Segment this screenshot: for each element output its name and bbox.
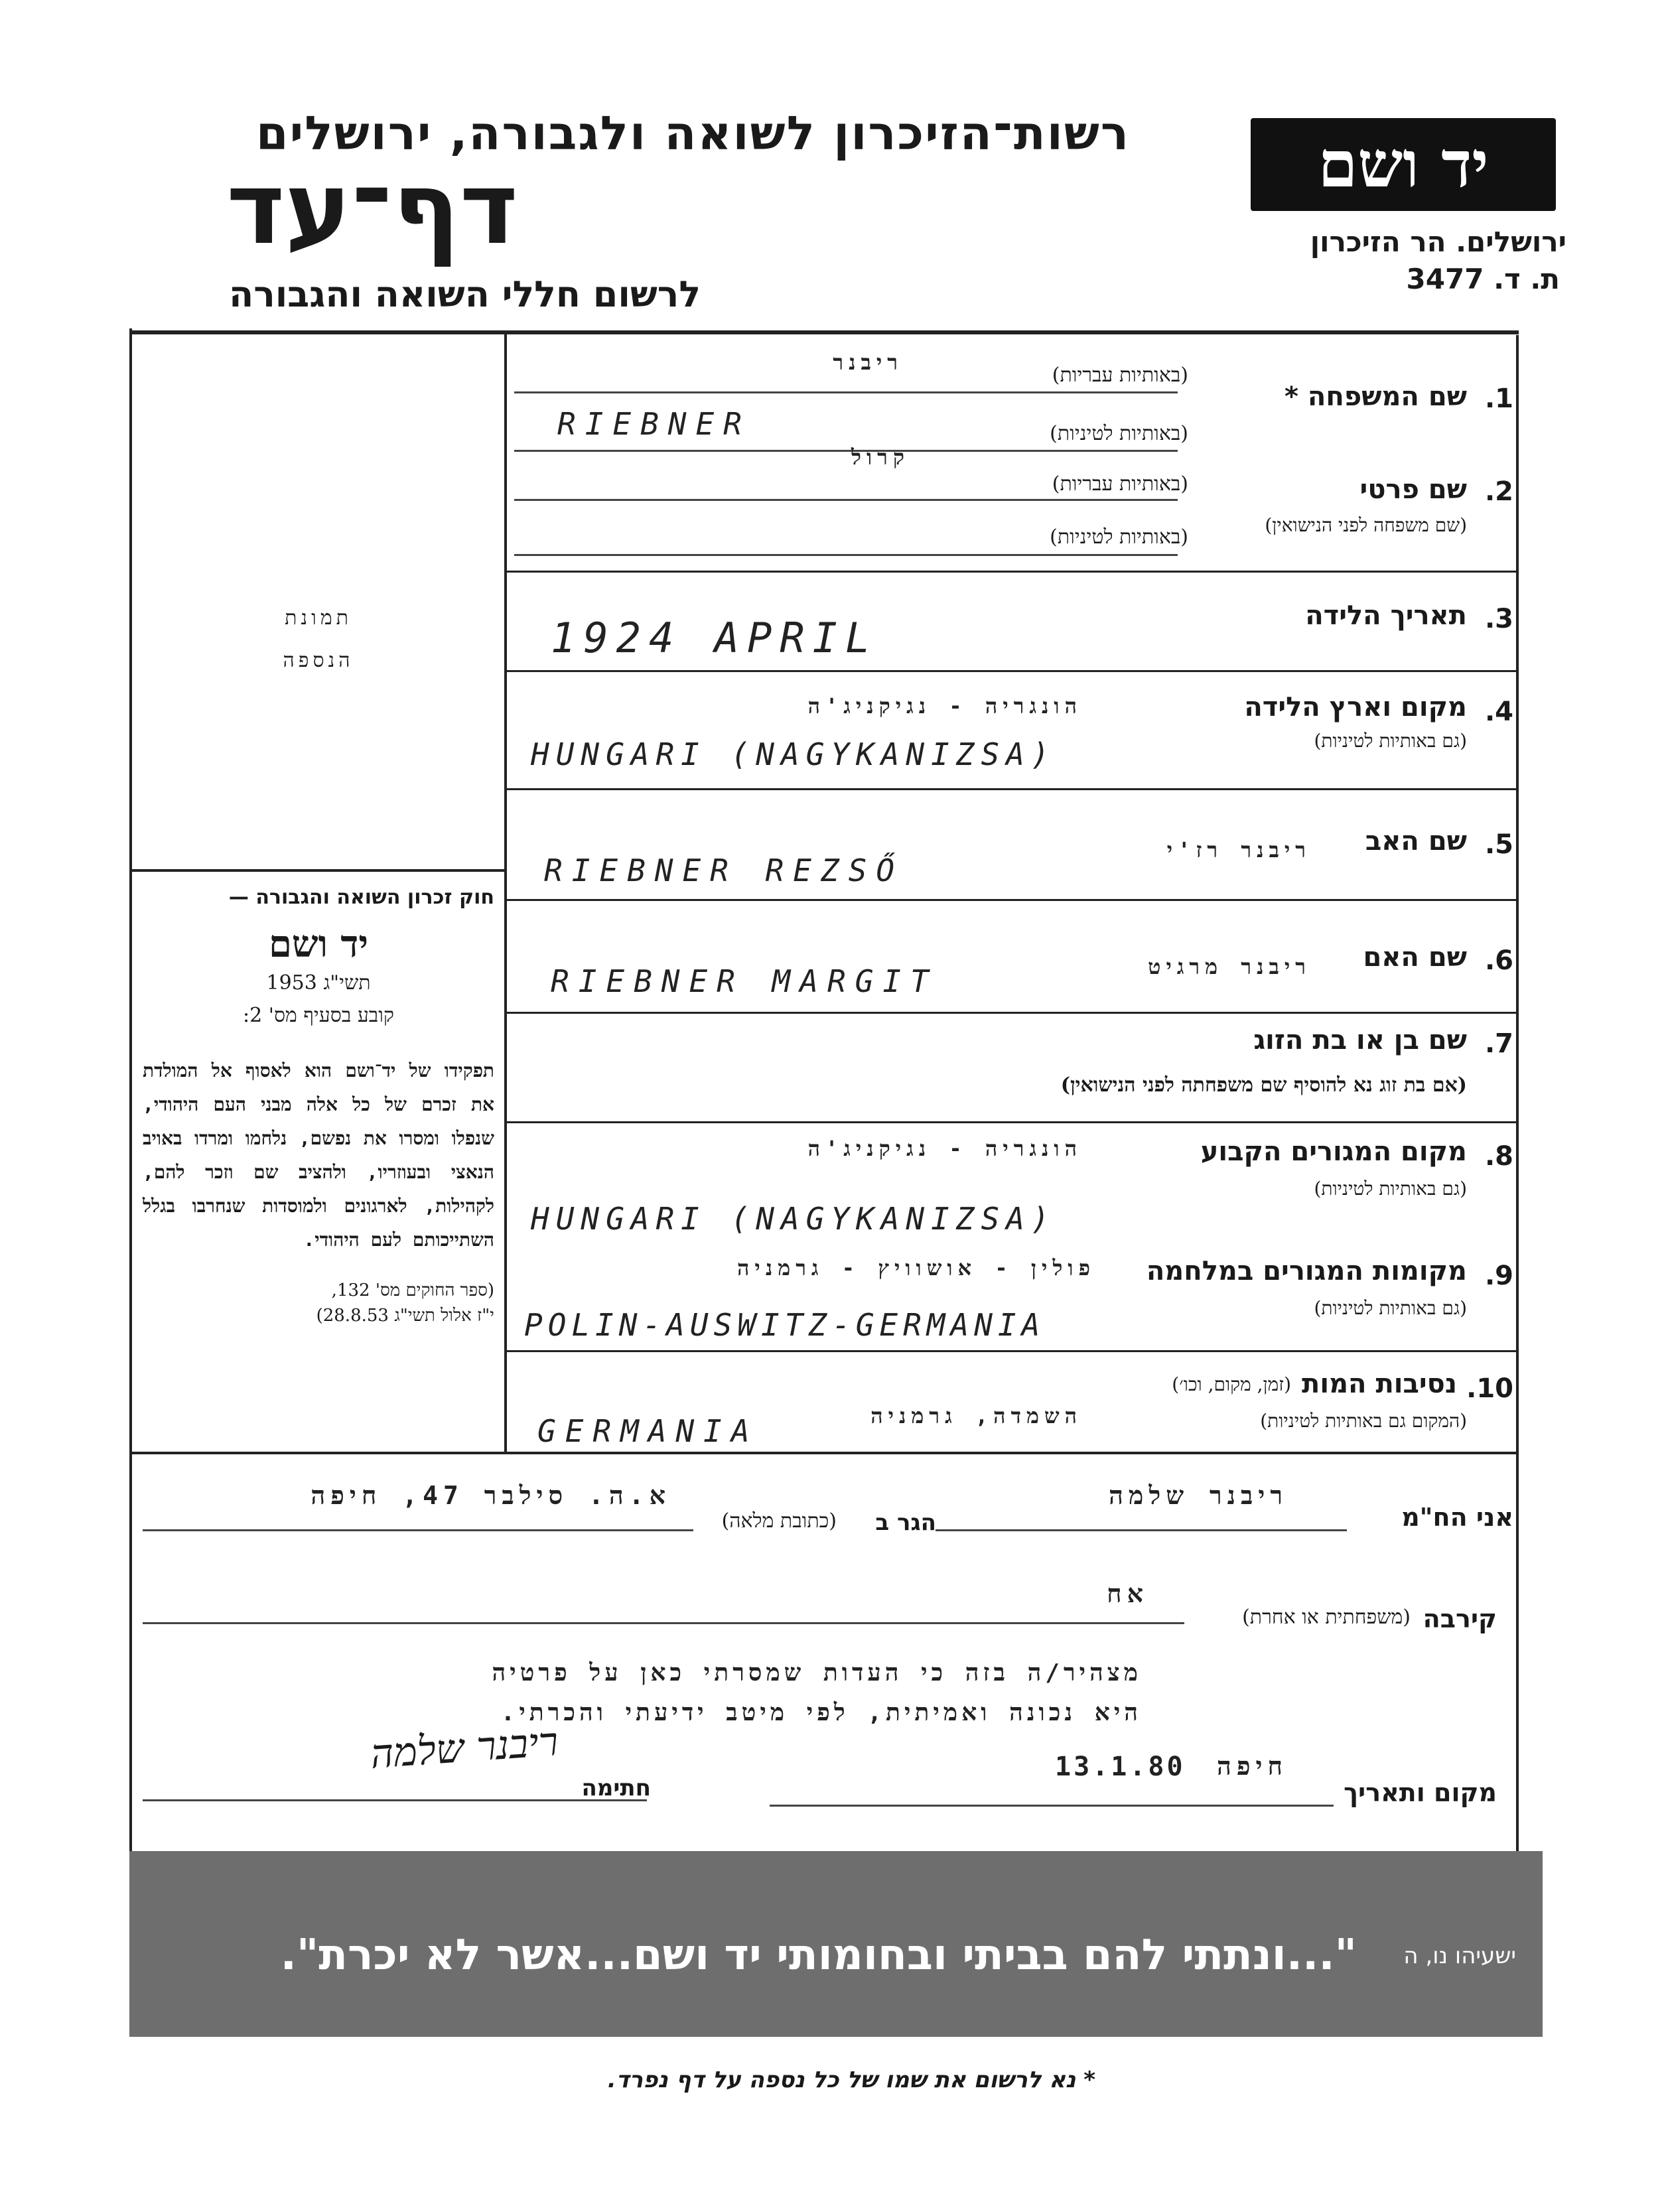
field-10-number: 10. [1466,1373,1513,1404]
field-2-sub: (שם משפחה לפני הנישואין) [1265,514,1467,536]
field-6-latin-value: RIEBNER MARGIT [551,963,938,999]
field-8-latin-value: HUNGARI (NAGYKANIZSA) [531,1201,1056,1237]
top-section-bottom [129,1452,1519,1454]
statement-line-2: היא נכונה ואמיתית, לפי מיטב ידיעתי והכרתי. [500,1699,1142,1726]
relation-line [143,1622,1184,1624]
place-date-label: מקום ותאריך [1344,1778,1497,1807]
relation-value: אח [1107,1579,1148,1608]
field-10-hebrew-value: השמדה, גרמניה [870,1403,1082,1428]
field-5-number: 5. [1484,829,1513,860]
field-1-latin-hint: (באותיות לטיניות) [1050,422,1188,445]
field-2-label: שם פרטי [1359,474,1467,505]
field-5-hebrew-value: ריבנר רז'י [1166,837,1311,863]
signature-line [143,1799,647,1801]
frame-right [1516,335,1519,2024]
row-sep-1 [504,571,1516,573]
field-8-sub: (גם באותיות לטיניות) [1314,1178,1467,1200]
field-7-sub: (אם בת זוג נא להוסיף שם משפחתה לפני הנישואין) [1060,1073,1467,1097]
law-body: תפקידו של יד־ושם הוא לאסוף אל המולדת את זכרם של כל אלה מבני העם היהודי, שנפלו ומסרו את נפשם, נלחמו ומרדו באויב הנאצי ובעוזריו, ולהציב שם וזכר להם, לקהילות, לארגונים ולמוסדות שנחרבו בגלל השתייכותם לעם היהודי. [143,1060,494,1251]
relation-label: קירבה [1423,1604,1497,1633]
field-1-label: שם המשפחה * [1284,381,1467,412]
field-1-latin-line [514,450,1178,452]
law-date: י"ז אלול תשי"ג 28.8.53) [316,1306,494,1326]
field-5-latin-value: RIEBNER REZSŐ [544,853,904,888]
declarant-line [936,1529,1347,1531]
relation-hint: (משפחתית או אחרת) [1242,1606,1411,1629]
law-box [143,886,494,1326]
field-6-number: 6. [1484,945,1513,976]
law-name: יד ושם [268,922,369,966]
place-date-line [770,1805,1334,1807]
field-10-label-sub: (זמן, מקום, וכו׳) [1172,1373,1291,1395]
field-3-number: 3. [1484,604,1513,634]
row-sep-3 [504,670,1516,672]
row-sep-7 [504,1121,1516,1123]
address-line-field [143,1529,693,1531]
column-divider [504,332,507,1453]
frame-left [129,328,132,2027]
field-9-latin-value: POLIN-AUSWITZ-GERMANIA [524,1307,1046,1343]
field-5-label: שם האב [1365,826,1467,857]
field-2-latin-hint: (באותיות לטיניות) [1050,525,1188,549]
field-3-label: תאריך הלידה [1305,600,1467,631]
field-1-hebrew-value: ריבנר [833,350,903,375]
field-2-hebrew-value: קרול [851,445,910,470]
statement-line-1: מצהיר/ה בזה כי העדות שמסרתי כאן על פרטיה [492,1659,1142,1687]
row-sep-4 [504,788,1516,790]
row-sep-5 [504,899,1516,901]
photo-label-1: תמונת [285,606,352,630]
po-box: ת. ד. 3477 [1406,263,1560,295]
resides-label: הגר ב [875,1509,936,1536]
field-8-number: 8. [1484,1141,1513,1172]
field-4-hebrew-value: הונגריה - נגיקניג'ה [807,693,1082,719]
field-2-number: 2. [1484,476,1513,507]
law-heading: חוק זכרון השואה והגבורה — [228,886,494,909]
field-10-sub: (המקום גם באותיות לטיניות) [1260,1410,1467,1432]
field-9-sub: (גם באותיות לטיניות) [1314,1297,1467,1319]
field-7-label: שם בן או בת הזוג [1253,1025,1467,1056]
quote-banner [129,1851,1543,2037]
signature: ריבנר שלמה [368,1718,560,1778]
field-4-label: מקום וארץ הלידה [1244,692,1467,723]
place-value: חיפה [1217,1752,1288,1781]
address-line: ירושלים. הר הזיכרון [1310,226,1566,258]
field-9-number: 9. [1484,1261,1513,1291]
field-8-label: מקום המגורים הקבוע [1200,1137,1467,1167]
field-9-label: מקומות המגורים במלחמה [1146,1256,1467,1286]
field-7-number: 7. [1484,1028,1513,1059]
date-value: 13.1.80 [1055,1752,1186,1782]
field-10-latin-value: GERMANIA [537,1413,759,1449]
quote-text: "...ונתתי להם בביתי ובחומותי יד ושם...אשר לא יכרת". [280,1931,1357,1980]
field-1-hebrew-line [514,391,1178,393]
yad-vashem-logo [1251,118,1556,211]
form-title: דף־עד [226,151,518,267]
field-8-hebrew-value: הונגריה - נגיקניג'ה [807,1136,1082,1161]
field-1-hebrew-hint: (באותיות עבריות) [1052,364,1188,387]
photo-label-2: הנספה [283,649,354,672]
field-6-label: שם האם [1363,942,1467,973]
field-10-label: נסיבות המות [1302,1369,1457,1399]
frame-top [129,330,1519,334]
field-2-hebrew-line [514,499,1178,501]
footnote: * נא לרשום את שמו של כל נספה על דף נפרד. [607,2067,1095,2093]
authority-title: רשות־הזיכרון לשואה ולגבורה, ירושלים [255,106,1130,161]
address-value: א.ה. סילבר 47, חיפה [311,1481,671,1510]
photo-box-bottom [129,869,504,872]
field-1-number: 1. [1484,383,1513,414]
declarant-label: אני הח"מ [1401,1503,1513,1532]
logo-text: יד ושם [1318,127,1489,202]
photo-placeholder [252,597,385,682]
signature-label: חתימה [581,1775,651,1801]
row-sep-9 [504,1350,1516,1352]
row-sep-6 [504,1012,1516,1014]
field-4-number: 4. [1484,697,1513,727]
field-2-hebrew-hint: (באותיות עבריות) [1052,472,1188,496]
law-section: קובע בסעיף מס' 2: [243,1004,394,1027]
field-6-hebrew-value: ריבנר מרגיט [1148,954,1311,979]
field-1-latin-value: RIEBNER [557,406,751,442]
declarant-name: ריבנר שלמה [1109,1481,1288,1510]
address-hint: (כתובת מלאה) [721,1509,837,1533]
field-3-value: 1924 APRIL [551,614,878,662]
law-year: תשי"ג 1953 [266,971,371,995]
quote-source: ישעיהו נו, ה [1403,1943,1516,1969]
field-2-latin-line [514,554,1178,556]
law-source: (ספר החוקים מס' 132, [331,1280,494,1300]
field-4-sub: (גם באותיות לטיניות) [1314,730,1467,752]
form-subtitle: לרשום חללי השואה והגבורה [229,273,701,315]
field-4-latin-value: HUNGARI (NAGYKANIZSA) [531,736,1056,772]
field-9-hebrew-value: פולין - אושוויץ - גרמניה [737,1255,1095,1280]
